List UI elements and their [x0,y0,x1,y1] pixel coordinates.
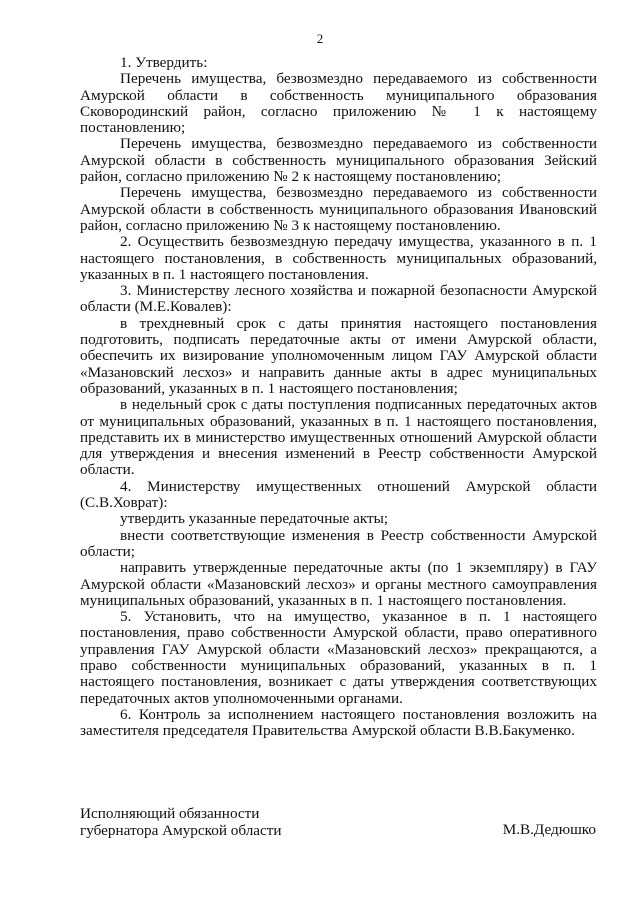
paragraph-list-zeysky: Перечень имущества, безвозмездно передаваемого из собственности Амурской области в собственность муниципального образования Зейский район, согласно приложению № 2 к настоящему постановлению; [80,135,597,186]
paragraph-list-ivanovsky: Перечень имущества, безвозмездно передаваемого из собственности Амурской области в собственность муниципального образования Ивановский район, согласно приложению № 3 к настоящему постановлению. [80,184,597,234]
paragraph-item-3-task-2: в недельный срок с даты поступления подписанных передаточных актов от муниципальных образований, указанных в п. 1 настоящего постановления, представить их в министерство имущественных отношений Амурской области для утверждения и внесения изменений в Реестр собственности Амурской области. [80,396,597,479]
signature-title-line-2: губернатора Амурской области [80,821,282,839]
paragraph-item-4-task-2: внести соответствующие изменения в Реестр собственности Амурской области; [80,526,597,560]
paragraph-item-3-heading: 3. Министерству лесного хозяйства и пожарной безопасности Амурской области (М.Е.Ковалев): [80,282,597,316]
paragraph-item-6: 6. Контроль за исполнением настоящего постановления возложить на заместителя председателя Правительства Амурской области В.В.Бакуменко. [80,705,597,740]
signature-title [80,806,282,839]
paragraph-item-4-heading: 4. Министерству имущественных отношений Амурской области (С.В.Ховрат): [80,477,597,512]
paragraph-item-1-heading: 1. Утвердить: [120,54,208,71]
paragraph-item-5: 5. Установить, что на имущество, указанное в п. 1 настоящего постановления, право собственности Амурской области, право оперативного управления ГАУ Амурской области «Мазановский лесхоз» прекращаются, а право собственности муниципальных образований, указанных в п. 1 настоящего постановления, возникает с даты утверждения соответствующих передаточных актов уполномоченными органами. [80,608,597,707]
paragraph-list-sovorodinsky: Перечень имущества, безвозмездно передаваемого из собственности Амурской области в собственность муниципального образования Сковородинский район, согласно приложению № 1 к настоящему постановлению; [80,70,597,137]
paragraph-item-3-task-1: в трехдневный срок с даты принятия настоящего постановления подготовить, подписать передаточные акты от имени Амурской области, обеспечить их визирование уполномоченным лицом ГАУ Амурской области «Мазановский лесхоз» и направить данные акты в адрес муниципальных образований, указанных в п. 1 настоящего постановления; [80,314,597,397]
signature-title-line-1: Исполняющий обязанности [80,805,260,822]
paragraph-item-2: 2. Осуществить безвозмездную передачу имущества, указанного в п. 1 настоящего постановления, в собственность муниципальных образований, указанных в п. 1 настоящего постановления. [80,233,597,283]
signature-name: М.В.Дедюшко [502,821,596,838]
page-number: 2 [316,31,324,46]
paragraph-item-4-task-1: утвердить указанные передаточные акты; [120,510,389,528]
resolution-body [80,55,597,739]
paragraph-item-4-task-3: направить утвержденные передаточные акты (по 1 экземпляру) в ГАУ Амурской области «Мазановский лесхоз» и органы местного самоуправления муниципальных образований, указанных в п. 1 настоящего постановления. [80,559,597,609]
